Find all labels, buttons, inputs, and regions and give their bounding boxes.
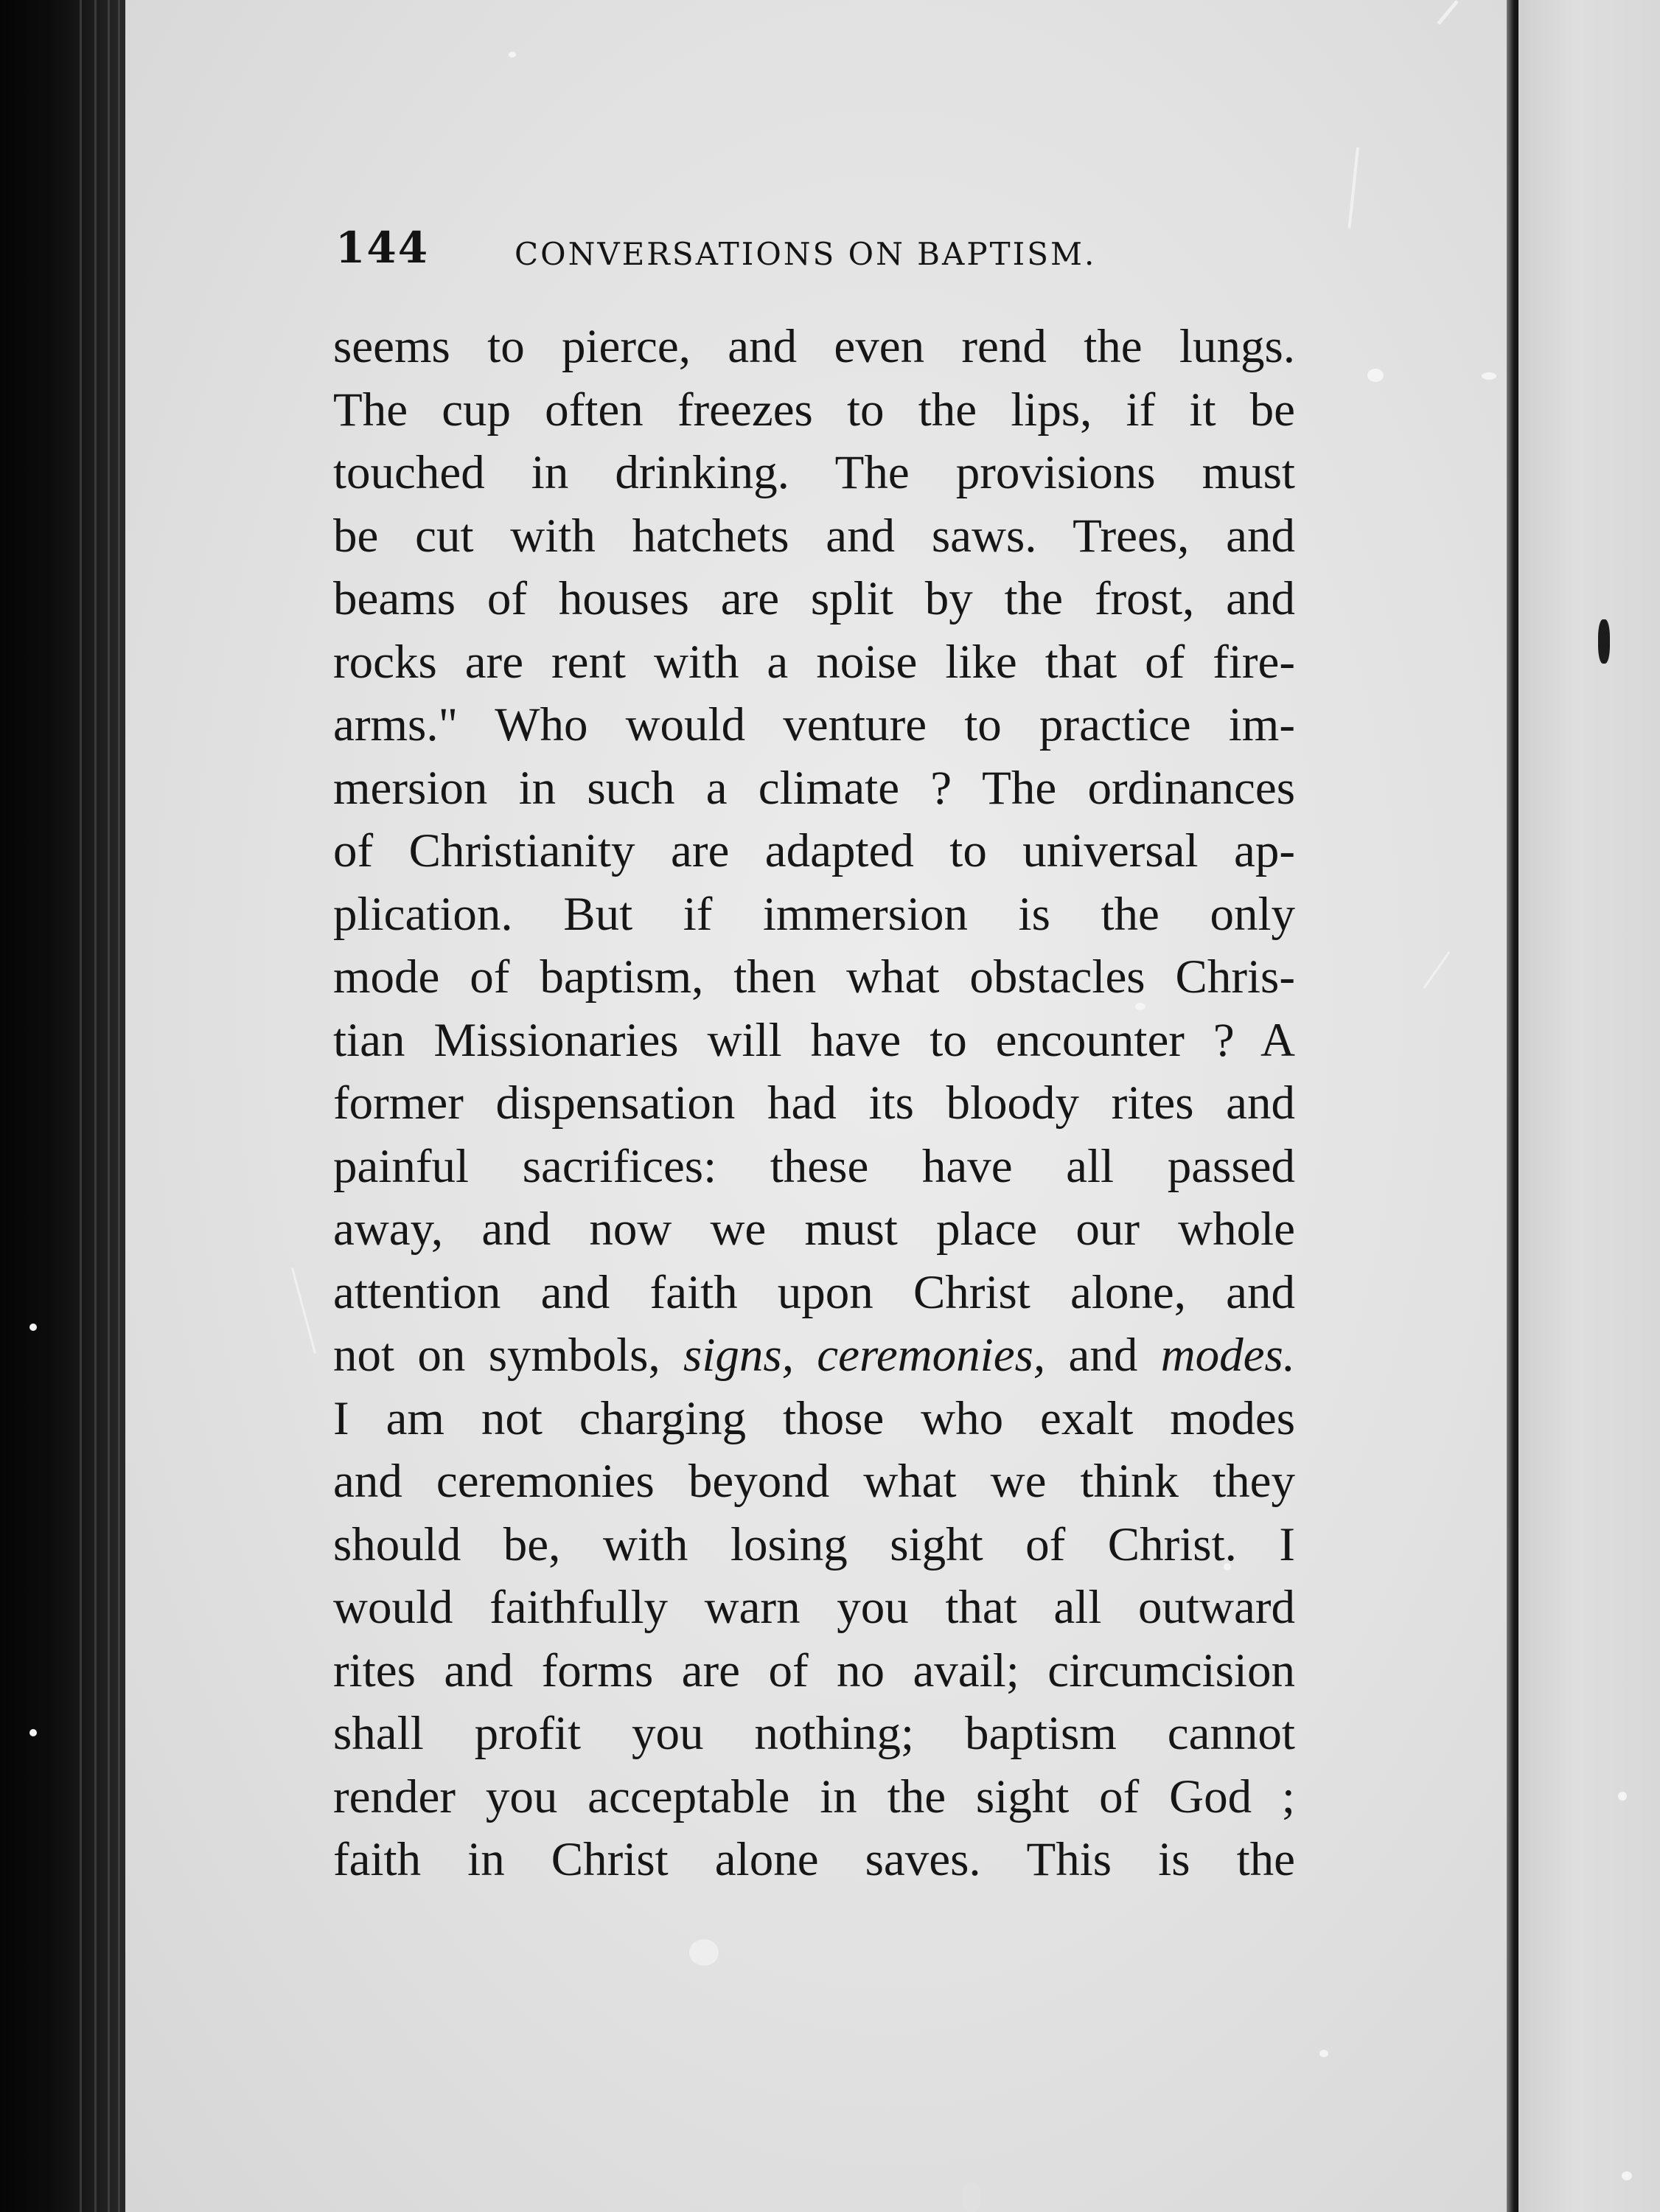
body-text	[333, 316, 1295, 1892]
text-line: and ceremonies beyond what we think they	[333, 1455, 1295, 1508]
running-head: CONVERSATIONS ON BAPTISM.	[515, 236, 1097, 272]
book-binding-margin	[0, 0, 129, 2212]
page-edge-line	[80, 0, 82, 2212]
text-line: I am not charging those who exalt modes	[333, 1391, 1295, 1445]
italic-word-signs: signs,	[683, 1329, 794, 1382]
text-span: not on symbols,	[333, 1329, 660, 1382]
text-line: mersion in such a climate ? The ordinances	[333, 761, 1295, 815]
text-line: of Christianity are adapted to universal ap-	[333, 824, 1295, 877]
page-edge-line	[118, 0, 120, 2212]
scan-speck	[1618, 1792, 1627, 1801]
page-number: 144	[335, 223, 430, 273]
scan-speck	[962, 2183, 981, 2212]
text-line: be cut with hatchets and saws. Trees, and	[333, 509, 1295, 563]
page-gutter-shadow	[1507, 0, 1518, 2212]
text-line: should be, with losing sight of Christ. I	[333, 1517, 1295, 1571]
text-line: shall profit you nothing; baptism cannot	[333, 1707, 1295, 1760]
scan-speck	[1482, 372, 1496, 380]
scan-speck	[1367, 369, 1384, 382]
page-edge-line	[108, 0, 110, 2212]
scan-speck	[509, 52, 516, 58]
text-line: seems to pierce, and even rend the lungs.	[333, 320, 1295, 373]
italic-word-modes: modes.	[1160, 1329, 1296, 1382]
text-line-with-italics	[333, 1324, 1295, 1388]
text-line: former dispensation had its bloody rites and	[333, 1077, 1295, 1130]
text-line: rocks are rent with a noise like that of fire-	[333, 635, 1295, 689]
scan-speck	[689, 1939, 719, 1966]
text-line: tian Missionaries will have to encounter ? A	[333, 1013, 1295, 1067]
page-header	[335, 223, 1294, 282]
scan-speck	[1319, 2050, 1328, 2057]
text-line: faith in Christ alone saves. This is the	[333, 1833, 1295, 1886]
text-line: attention and faith upon Christ alone, and	[333, 1265, 1295, 1319]
text-line: plication. But if immersion is the only	[333, 887, 1295, 941]
scan-speck	[29, 1324, 37, 1331]
text-span: and	[1068, 1329, 1138, 1382]
text-line: away, and now we must place our whole	[333, 1203, 1295, 1256]
text-line: beams of houses are split by the frost, and	[333, 572, 1295, 625]
facing-page-edge	[1518, 0, 1660, 2212]
text-line: mode of baptism, then what obstacles Chris-	[333, 950, 1295, 1004]
text-line: would faithfully warn you that all outward	[333, 1581, 1295, 1634]
italic-word-ceremonies: ceremonies,	[817, 1329, 1046, 1382]
text-line: The cup often freezes to the lips, if it be	[333, 383, 1295, 437]
text-line: touched in drinking. The provisions must	[333, 446, 1295, 499]
text-line: arms." Who would venture to practice im-	[333, 698, 1295, 751]
scan-speck	[1622, 2171, 1632, 2180]
ink-blot	[1598, 619, 1610, 664]
text-line: render you acceptable in the sight of God ;	[333, 1770, 1295, 1823]
text-line: painful sacrifices: these have all passed	[333, 1139, 1295, 1193]
text-line: rites and forms are of no avail; circumcision	[333, 1644, 1295, 1697]
page-edge-line	[94, 0, 97, 2212]
scan-speck	[29, 1729, 37, 1736]
